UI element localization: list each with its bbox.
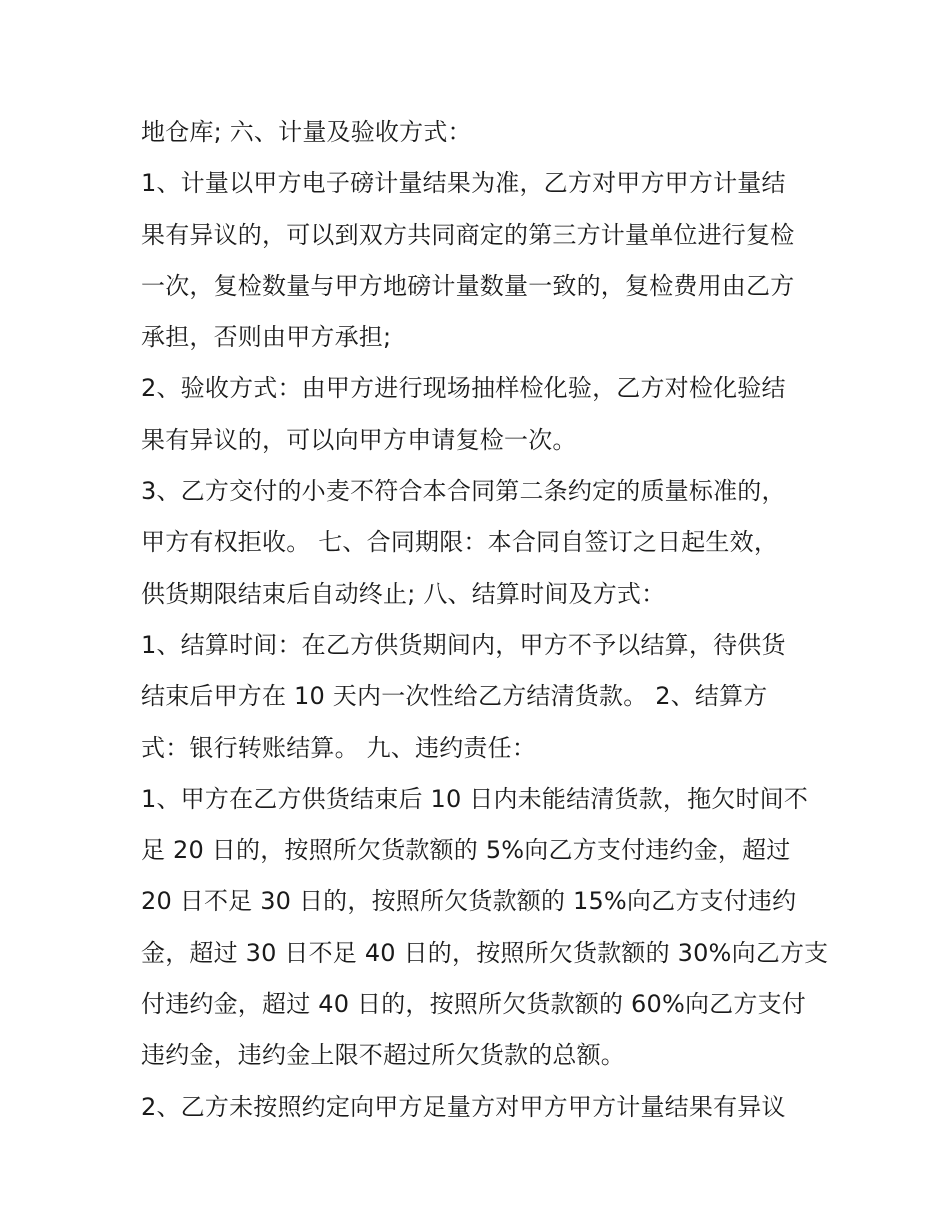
text-line: 甲方有权拒收。 七、合同期限：本合同自签订之日起生效，	[141, 528, 779, 557]
text-line: 1、结算时间：在乙方供货期间内，甲方不予以结算，待供货	[141, 630, 786, 659]
text-line: 供货期限结束后自动终止; 八、结算时间及方式：	[141, 579, 666, 608]
text-line: 1、甲方在乙方供货结束后 10 日内未能结清货款，拖欠时间不	[141, 784, 809, 813]
text-line: 果有异议的，可以到双方共同商定的第三方计量单位进行复检	[141, 220, 795, 249]
text-line: 3、乙方交付的小麦不符合本合同第二条约定的质量标准的，	[141, 477, 786, 506]
text-line: 金，超过 30 日不足 40 日的，按照所欠货款额的 30%向乙方支	[141, 938, 829, 967]
text-line: 1、计量以甲方电子磅计量结果为准，乙方对甲方甲方计量结	[141, 169, 786, 198]
text-line: 结束后甲方在 10 天内一次性给乙方结清货款。 2、结算方	[141, 682, 768, 711]
document-body	[141, 107, 841, 1133]
text-line: 一次，复检数量与甲方地磅计量数量一致的，复检费用由乙方	[141, 271, 795, 300]
text-line: 2、乙方未按照约定向甲方足量方对甲方甲方计量结果有异议	[141, 1092, 786, 1121]
text-line: 2、验收方式：由甲方进行现场抽样检化验，乙方对检化验结	[141, 374, 786, 403]
text-line: 式：银行转账结算。 九、违约责任：	[141, 733, 537, 762]
text-line: 20 日不足 30 日的，按照所欠货款额的 15%向乙方支付违约	[141, 887, 797, 916]
text-line: 付违约金，超过 40 日的，按照所欠货款额的 60%向乙方支付	[141, 990, 806, 1019]
text-line: 违约金，违约金上限不超过所欠货款的总额。	[141, 1041, 625, 1070]
text-line: 地仓库; 六、计量及验收方式：	[141, 118, 472, 146]
text-line: 果有异议的，可以向甲方申请复检一次。	[141, 425, 577, 454]
text-line: 足 20 日的，按照所欠货款额的 5%向乙方支付违约金，超过	[141, 836, 791, 865]
text-line: 承担，否则由甲方承担;	[141, 323, 392, 352]
